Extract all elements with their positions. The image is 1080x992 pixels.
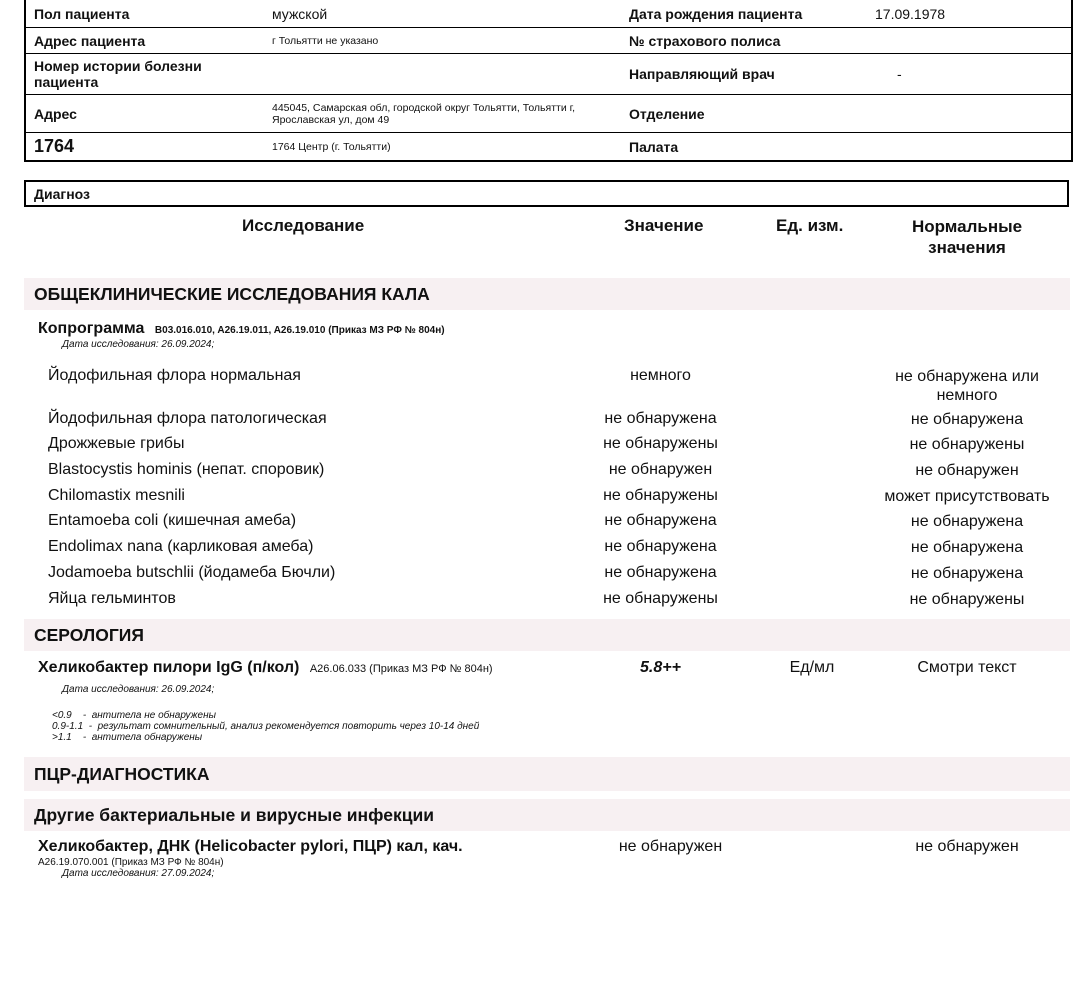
coprogram-row-name: Йодофильная флора нормальная <box>48 367 301 384</box>
info-row-code <box>26 132 1071 160</box>
coprogram-row-norm: не обнаружена <box>910 411 1024 428</box>
coprogram-row-value: немного <box>630 367 691 384</box>
coprogram-row-norm: не обнаружены <box>909 591 1025 608</box>
policy-value <box>867 28 1071 53</box>
coprogram-row-name: Chilomastix mesnili <box>48 487 185 504</box>
coprogram-row-value: не обнаружена <box>604 564 717 581</box>
patient-address-value: г Тольятти не указано <box>272 34 379 47</box>
col-header-value: Значение <box>624 216 704 235</box>
dept-value <box>867 95 1071 132</box>
patient-info-table <box>24 0 1073 162</box>
igg-date: Дата исследования: 26.09.2024; <box>62 684 215 695</box>
coprogram-row-norm: не обнаружена или немного <box>895 368 1039 404</box>
igg-title-line <box>38 659 493 677</box>
policy-label: № страхового полиса <box>629 32 781 49</box>
coprogram-codes: B03.016.010, A26.19.011, A26.19.010 (Приказ МЗ РФ № 804н) <box>154 325 445 336</box>
ward-value <box>867 133 1071 160</box>
diagnosis-label: Диагноз <box>34 186 90 202</box>
col-header-unit: Ед. изм. <box>776 216 844 235</box>
patient-address-label: Адрес пациента <box>34 32 146 49</box>
coprogram-row-name: Endolimax nana (карликовая амеба) <box>48 538 314 555</box>
coprogram-row-value: не обнаружен <box>608 461 713 478</box>
info-row-full-address <box>26 94 1071 132</box>
col-header-norm-line2: значения <box>928 238 1006 257</box>
coprogram-title: Копрограмма <box>38 320 145 337</box>
dna-date: Дата исследования: 27.09.2024; <box>62 868 215 879</box>
section-pcr-subheader: Другие бактериальные и вирусные инфекции <box>24 799 1070 831</box>
coprogram-date: Дата исследования: 26.09.2024; <box>62 339 215 350</box>
info-row-history <box>26 53 1071 94</box>
col-header-norm <box>864 216 1070 258</box>
coprogram-row-name: Дрожжевые грибы <box>48 435 185 452</box>
dna-codes: A26.19.070.001 (Приказ МЗ РФ № 804н) <box>38 857 224 868</box>
coprogram-row-value: не обнаружены <box>603 487 718 504</box>
info-row-gender <box>26 0 1071 27</box>
coprogram-row-norm: не обнаружена <box>910 565 1024 582</box>
igg-codes: A26.06.033 (Приказ МЗ РФ № 804н) <box>309 663 493 675</box>
section-serology-header: СЕРОЛОГИЯ <box>24 619 1070 651</box>
history-label: Номер истории болезни пациента <box>34 58 202 90</box>
section-stool-header: ОБЩЕКЛИНИЧЕСКИЕ ИССЛЕДОВАНИЯ КАЛА <box>24 278 1070 310</box>
center-name: 1764 Центр (г. Тольятти) <box>272 140 391 153</box>
gender-label: Пол пациента <box>34 5 130 22</box>
dna-value: не обнаружен <box>618 838 723 855</box>
col-header-study: Исследование <box>242 216 365 235</box>
coprogram-row-name: Йодофильная флора патологическая <box>48 410 327 427</box>
coprogram-row-value: не обнаружена <box>604 512 717 529</box>
col-header-norm-line1: Нормальные <box>911 217 1023 236</box>
coprogram-row-norm: не обнаружена <box>910 539 1024 556</box>
doctor-value: - <box>897 66 902 82</box>
dept-label: Отделение <box>629 105 705 122</box>
dna-norm: не обнаружен <box>915 838 1019 855</box>
coprogram-row-name: Blastocystis hominis (непат. споровик) <box>48 461 325 478</box>
coprogram-title-line <box>38 320 445 338</box>
coprogram-row-name: Jodamoeba butschlii (йодамеба Бючли) <box>48 564 336 581</box>
center-code: 1764 <box>34 136 75 156</box>
info-row-address <box>26 27 1071 53</box>
coprogram-row-norm: не обнаружена <box>910 513 1024 530</box>
igg-value: 5.8++ <box>640 659 681 676</box>
igg-unit: Ед/мл <box>789 659 835 676</box>
igg-legend-line: 0.9-1.1 - результат сомнительный, анализ рекомендуется повторить через 10-14 дней <box>52 721 480 732</box>
address-label: Адрес <box>34 105 77 122</box>
address-value: 445045, Самарская обл, городской округ Тольятти, Тольятти г, Ярославская ул, дом 49 <box>272 101 576 126</box>
coprogram-row-norm: не обнаружен <box>915 462 1019 479</box>
doctor-label: Направляющий врач <box>629 66 775 82</box>
coprogram-row-value: не обнаружены <box>603 435 718 452</box>
coprogram-row-name: Entamoeba coli (кишечная амеба) <box>48 512 297 529</box>
gender-value: мужской <box>272 5 328 22</box>
coprogram-row-value: не обнаружена <box>604 410 717 427</box>
dna-title: Хеликобактер, ДНК (Helicobacter pylori, ПЦР) кал, кач. <box>38 838 463 855</box>
igg-norm: Смотри текст <box>917 659 1017 676</box>
igg-legend-line: <0.9 - антитела не обнаружены <box>52 710 216 721</box>
history-value <box>264 54 621 94</box>
igg-title: Хеликобактер пилори IgG (п/кол) <box>38 659 300 676</box>
diagnosis-field <box>24 180 1069 207</box>
coprogram-row-norm: не обнаружены <box>909 436 1025 453</box>
coprogram-row-name: Яйца гельминтов <box>48 590 176 607</box>
coprogram-row-norm: может присутствовать <box>884 488 1050 505</box>
ward-label: Палата <box>629 138 679 155</box>
dob-value: 17.09.1978 <box>875 5 946 22</box>
dob-label: Дата рождения пациента <box>629 5 803 22</box>
igg-legend-line: >1.1 - антитела обнаружены <box>52 732 203 743</box>
coprogram-row-value: не обнаружены <box>603 590 718 607</box>
section-pcr-header: ПЦР-ДИАГНОСТИКА <box>24 757 1070 791</box>
coprogram-row-value: не обнаружена <box>604 538 717 555</box>
